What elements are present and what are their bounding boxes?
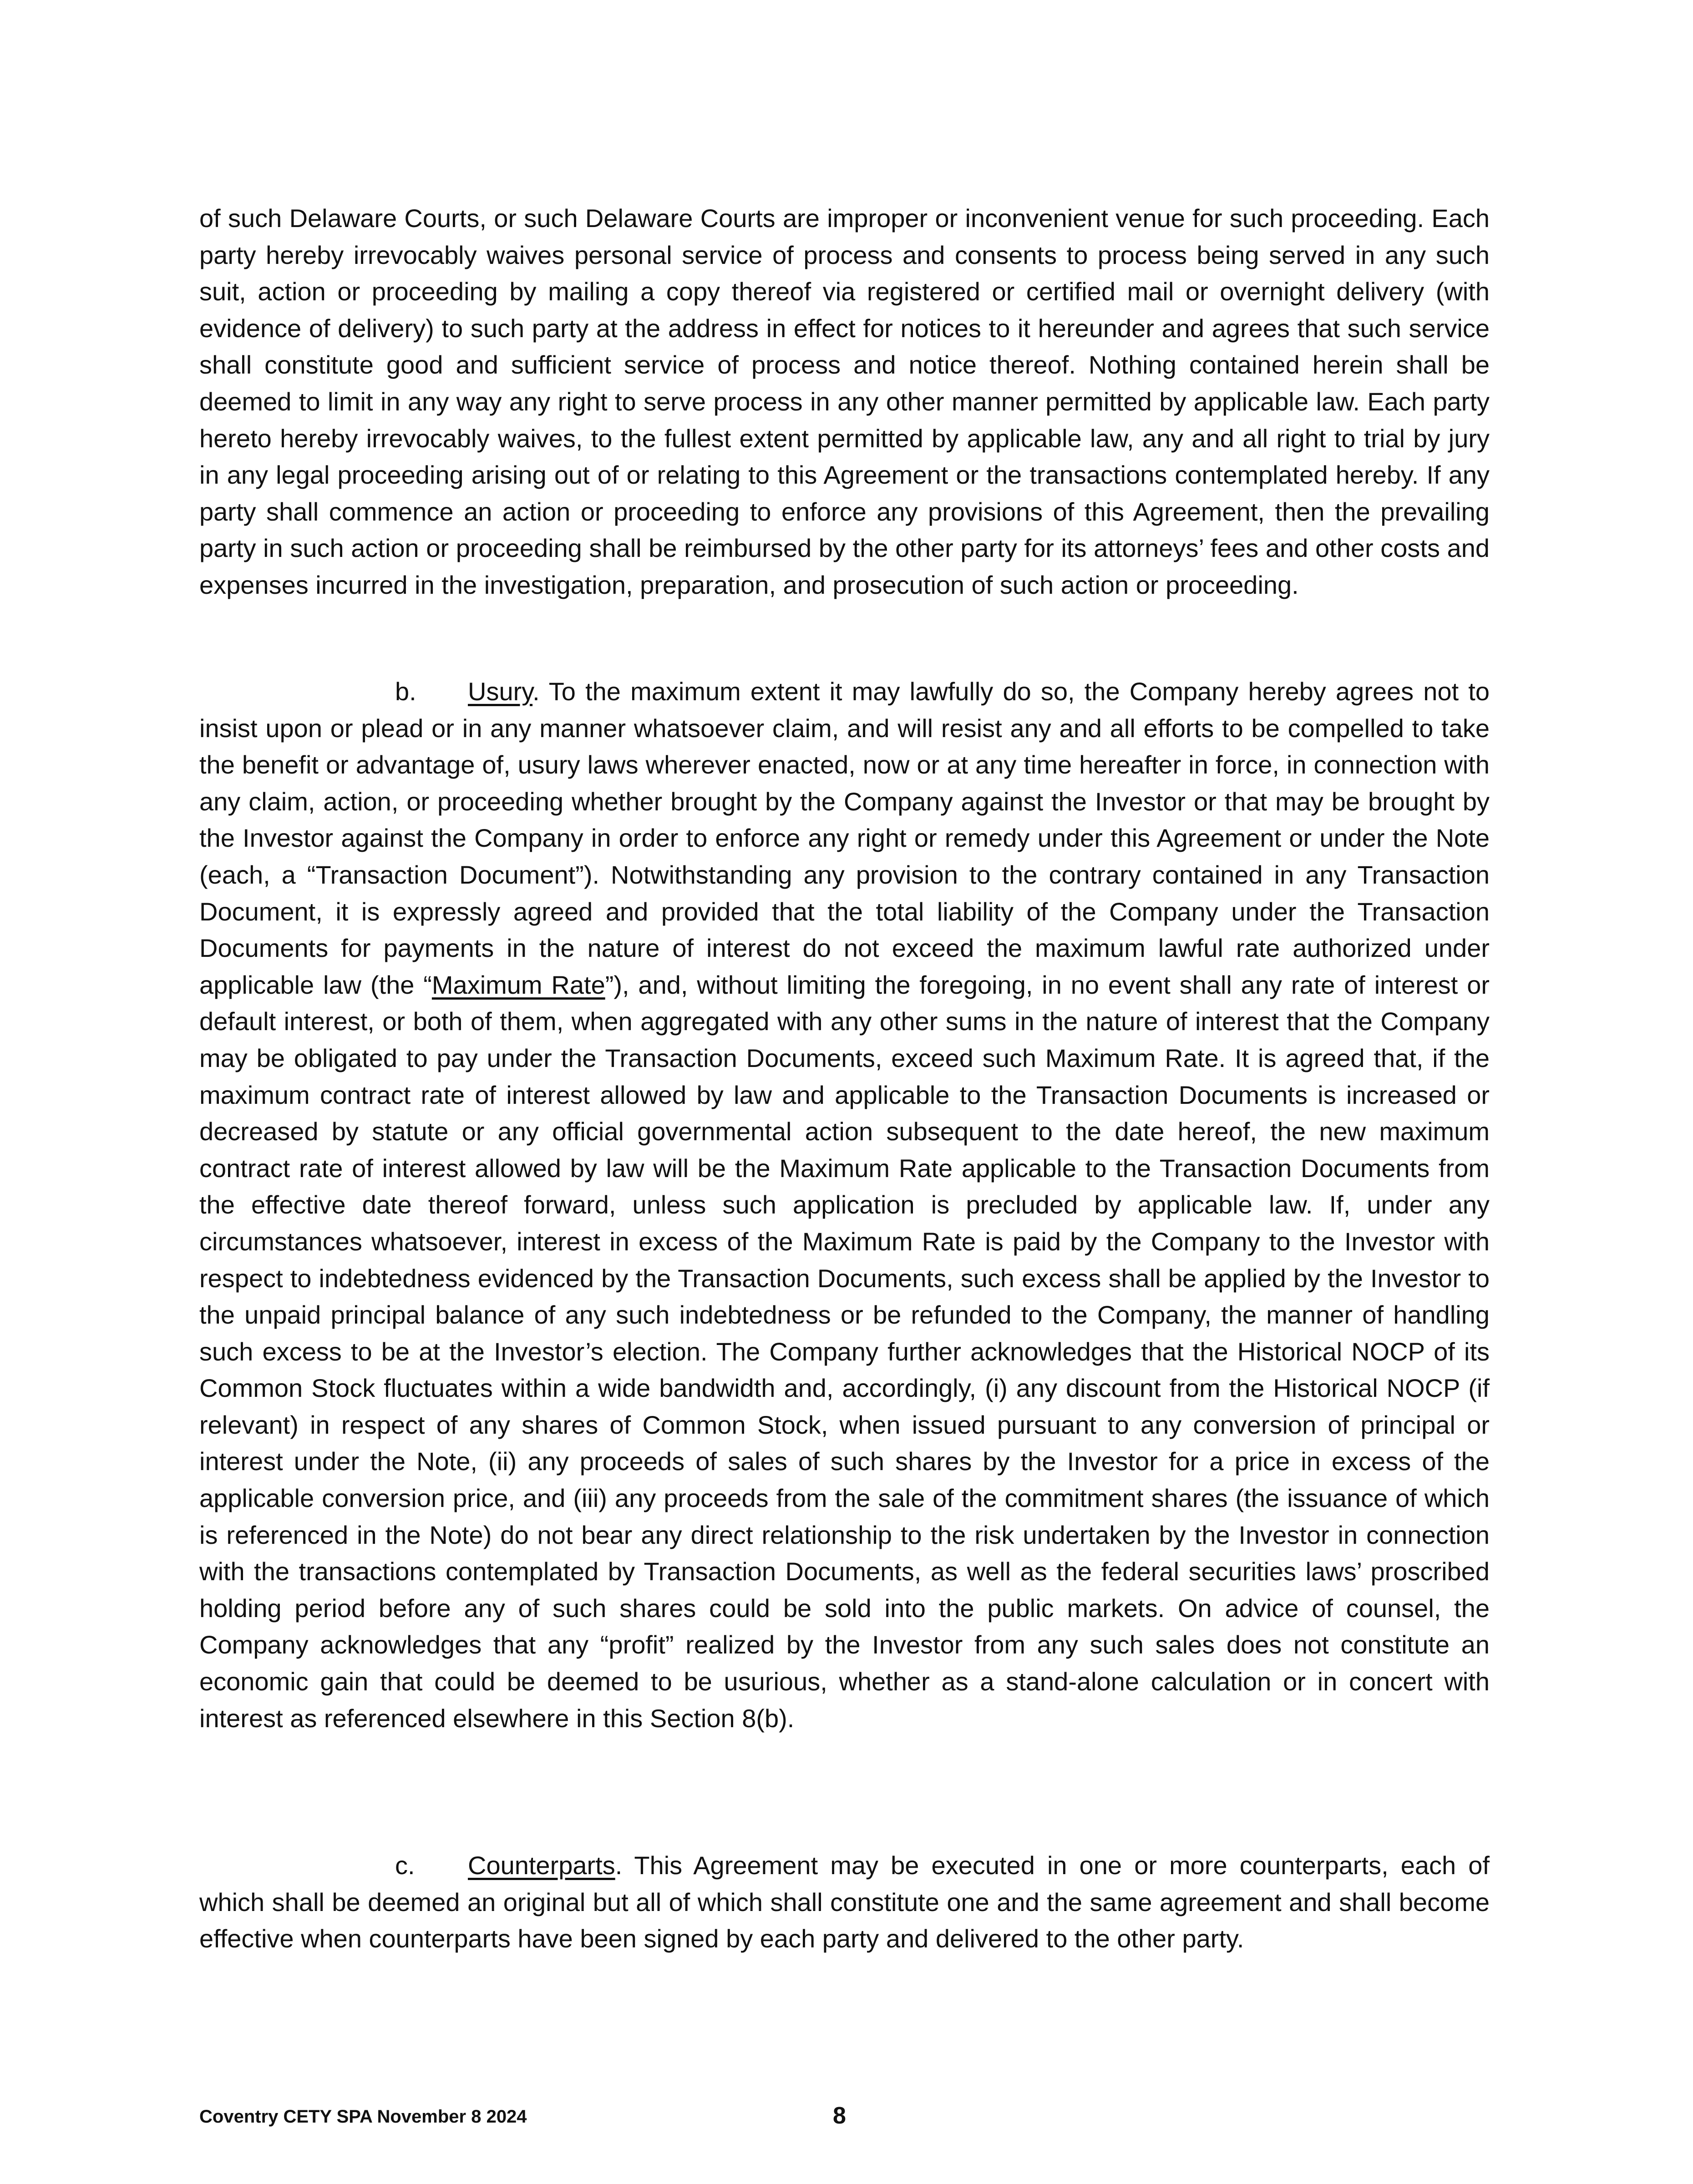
paragraph-jurisdiction-continued: of such Delaware Courts, or such Delaware Courts are improper or inconvenient venue for such proceeding. Each party hereby irrevocably waives personal service of process and consents to process being served in any such suit, action or proceeding by mailing a copy thereof via registered or certified mail or overnight delivery (with evidence of delivery) to such party at the address in effect for notices to it hereunder and agrees that such service shall constitute good and sufficient service of process and notice thereof. Nothing contained herein shall be deemed to limit in any way any right to serve process in any other manner permitted by applicable law. Each party hereto hereby irrevocably waives, to the fullest extent permitted by applicable law, any and all right to trial by jury in any legal proceeding arising out of or relating to this Agreement or the transactions contemplated hereby. If any party shall commence an action or proceeding to enforce any provisions of this Agreement, then the prevailing party in such action or proceeding shall be reimbursed by the other party for its attorneys’ fees and other costs and expenses incurred in the investigation, preparation, and prosecution of such action or proceeding.	[199, 204, 1490, 599]
section-heading: Usury	[468, 677, 533, 706]
paragraph-usury	[199, 673, 1490, 1737]
page-number: 8	[833, 2103, 846, 2129]
paragraph-text: ”), and, without limiting the foregoing, in no event shall any rate of interest or default interest, or both of them, when aggregated with any other sums in the nature of interest that the Company may be obligated to pay under the Transaction Documents, exceed such Maximum Rate. It is agreed that, if the maximum contract rate of interest allowed by law and applicable to the Transaction Documents is increased or decreased by statute or any official governmental action subsequent to the date hereof, the new maximum contract rate of interest allowed by law will be the Maximum Rate applicable to the Transaction Documents from the effective date thereof forward, unless such application is precluded by applicable law. If, under any circumstances whatsoever, interest in excess of the Maximum Rate is paid by the Company to the Investor with respect to indebtedness evidenced by the Transaction Documents, such excess shall be applied by the Investor to the unpaid principal balance of any such indebtedness or be refunded to the Company, the manner of handling such excess to be at the Investor’s election. The Company further acknowledges that the Historical NOCP of its Common Stock fluctuates within a wide bandwidth and, accordingly, (i) any discount from the Historical NOCP (if relevant) in respect of any shares of Common Stock, when issued pursuant to any conversion of principal or interest under the Note, (ii) any proceeds of sales of such shares by the Investor for a price in excess of the applicable conversion price, and (iii) any proceeds from the sale of the commitment shares (the issuance of which is referenced in the Note) do not bear any direct relationship to the risk undertaken by the Investor in connection with the transactions contemplated by Transaction Documents, as well as the federal securities laws’ proscribed holding period before any of such shares could be sold into the public markets. On advice of counsel, the Company acknowledges that any “profit” realized by the Investor from any such sales does not constitute an economic gain that could be deemed to be usurious, whether as a stand-alone calculation or in concert with interest as referenced elsewhere in this Section 8(b).	[199, 970, 1490, 1733]
section-number: b.	[395, 677, 416, 706]
paragraph-text: . This Agreement may be executed in one or more counterparts, each of which shall be deemed an original but all of which shall constitute one and the same agreement and shall become effective when counterparts have been signed by each party and delivered to the other party.	[199, 1851, 1490, 1953]
paragraph-text: . To the maximum extent it may lawfully do so, the Company hereby agrees not to insist upon or plead or in any manner whatsoever claim, and will resist any and all efforts to be compelled to take the benefit or advantage of, usury laws wherever enacted, now or at any time hereafter in force, in connection with any claim, action, or proceeding whether brought by the Company against the Investor or that may be brought by the Investor against the Company in order to enforce any right or remedy under this Agreement or under the Note (each, a “Transaction Document”). Notwithstanding any provision to the contrary contained in any Transaction Document, it is expressly agreed and provided that the total liability of the Company under the Transaction Documents for payments in the nature of interest do not exceed the maximum lawful rate authorized under applicable law (the “	[199, 677, 1490, 999]
defined-term: Maximum Rate	[431, 970, 605, 999]
paragraph-counterparts	[199, 1847, 1490, 1957]
section-heading: Counterparts	[468, 1851, 615, 1880]
section-number: c.	[395, 1851, 415, 1880]
footer-document-label: Coventry CETY SPA November 8 2024	[199, 2107, 527, 2127]
